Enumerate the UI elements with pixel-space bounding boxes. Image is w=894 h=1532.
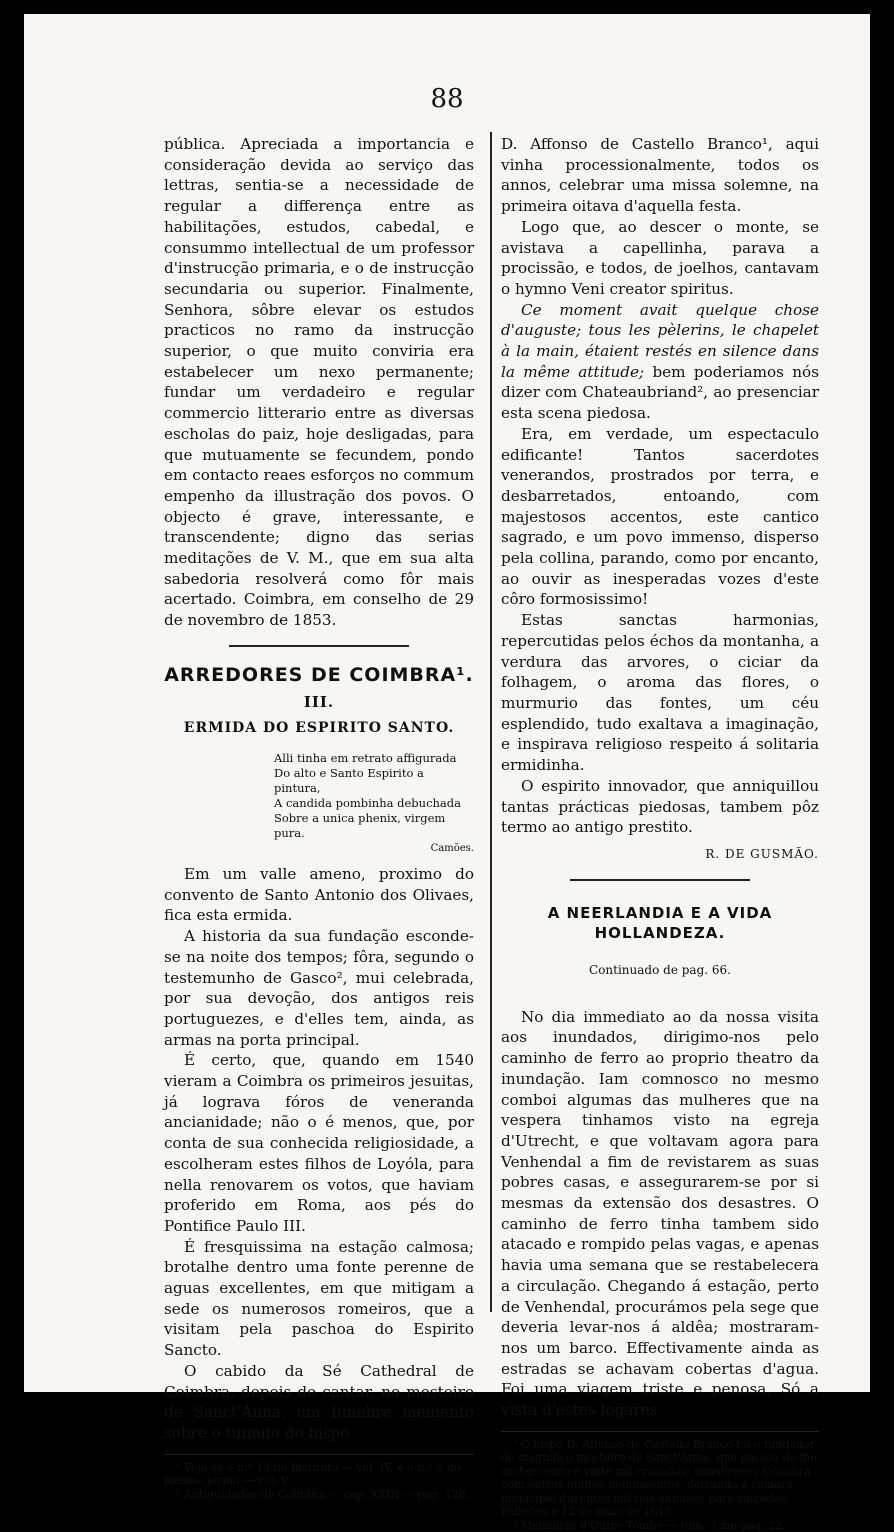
epigraph-line: Alli tinha em retrato affigurada bbox=[274, 750, 457, 765]
epigraph-line: Sobre a unica phenix, virgem pura. bbox=[274, 810, 446, 840]
paragraph: Em um valle ameno, proximo do convento de Santo Antonio dos Olivaes, fica esta ermida. bbox=[164, 864, 474, 925]
footnotes bbox=[501, 1431, 819, 1532]
paragraph: Estas sanctas harmonias, repercutidas pelos échos da montanha, a verdura das arvores, o ciciar da folhagem, o aroma das flores, o murmurio das fontes, um céu esplendido, tudo exaltava a imaginação, e inspirava religioso respeito á solitaria ermidinha. bbox=[501, 611, 819, 775]
quote-paragraph bbox=[501, 300, 819, 424]
footnote: ¹ Veja-se o n.º 13 do Instituto — vol. IV, e o n.º 3 do mesmo jornal — vol. V. bbox=[164, 1460, 461, 1488]
continued-note: Continuado de pag. 66. bbox=[589, 963, 731, 978]
article-title: ARREDORES DE COIMBRA¹. bbox=[164, 663, 474, 686]
footnotes bbox=[164, 1454, 474, 1502]
epigraph-line: Do alto e Santo Espirito a pintura, bbox=[274, 765, 424, 795]
intro-paragraph: pública. Apreciada a importancia e consideração devida ao serviço das lettras, sentia-se a necessidade de regular a differença entre as habilitações, estudos, cabedal, e consummo intellectual de um professor d'instrucção primaria, e o de instrucção secundaria ou superior. Finalmente, Senhora, sôbre elevar os estudos practicos no ramo da instrucção superior, o que muito conviria era estabelecer um nexo permanente; fundar um verdadeiro e regular commercio litterario entre as diversas escholas do paiz, hoje desligadas, para que mutuamente se fecundem, pondo em contacto reaes esforços no commum empenho da illustração dos povos. O objecto é grave, interessante, e transcendente; digno das serias meditações de V. M., que em sua alta sabedoria resolverá como fôr mais acertado. Coimbra, em conselho de 29 de novembro de 1853. bbox=[164, 135, 474, 630]
left-column bbox=[164, 134, 474, 1501]
paragraph: A historia da sua fundação esconde-se na noite dos tempos; fôra, segundo o testemunho de Gasco², mui celebrada, por sua devoção, dos antigos reis portuguezes, e d'elles tem, ainda, as armas na porta principal. bbox=[164, 927, 474, 1049]
footnote: ¹ O bispo D. Affonso de Castello Branco foi o fundador do magnifico mosteiro de Sanct'Anna, que passou de lhe custar cento e vinte mil cruzados; ennobreceu Coimbra com outros muitos monumentos, deixando á camara municipal duzentos mil réis annuaes para calçadas. Falleceu a 12 de maio de 1615. bbox=[501, 1437, 817, 1519]
paragraph: D. Affonso de Castello Branco¹, aqui vinha processionalmente, todos os annos, celebrar uma missa solemne, na primeira oitava d'aquella festa. bbox=[501, 135, 819, 216]
section-rule bbox=[229, 645, 409, 647]
page bbox=[24, 14, 870, 1532]
paragraph: É fresquissima na estação calmosa; brotalhe dentro uma fonte perenne de aguas excellentes, em que mitigam a sede os numerosos romeiros, que a visitam pela paschoa do Espirito Sancto. bbox=[164, 1237, 474, 1360]
epigraph-author: Camões. bbox=[430, 842, 474, 854]
footnote: ² Memoires d'Outre-Tombe — tom. 3.me pag. 22. bbox=[513, 1518, 786, 1532]
signature: R. DE GUSMÃO. bbox=[705, 846, 819, 861]
epigraph-line: A candida pombinha debuchada bbox=[274, 795, 461, 810]
section-rule bbox=[570, 879, 750, 881]
paragraph: Era, em verdade, um espectaculo edificante! Tantos sacerdotes venerandos, prostrados por terra, e desbarretados, entoando, com majestosos accentos, este cantico sagrado, e um povo immenso, disperso pela collina, parando, como por encanto, ao ouvir as inesperadas vozes d'este côro formosissimo! bbox=[501, 424, 819, 609]
article-roman-number: III. bbox=[303, 692, 335, 711]
quote-commentary: bem poderiamos nós dizer com Chateaubriand², ao presenciar esta scena piedosa. bbox=[501, 362, 819, 423]
article-title: A NEERLANDIA E A VIDA HOLLANDEZA. bbox=[547, 903, 773, 943]
paragraph: Logo que, ao descer o monte, se avistava a capellinha, parava a procissão, e todos, de joelhos, cantavam o hymno Veni creator spiritus. bbox=[501, 217, 819, 298]
page-number: 88 bbox=[430, 84, 464, 114]
paragraph: O espirito innovador, que anniquillou tantas prácticas piedosas, tambem pôz termo ao antigo prestito. bbox=[501, 776, 819, 837]
footnote: ² Antiguidades de Coimbra — cap. XXIII — pag. 128. bbox=[176, 1487, 470, 1501]
article-subtitle: ERMIDA DO ESPIRITO SANTO. bbox=[183, 720, 455, 737]
paragraph: O cabido da Sé Cathedral de Coimbra, depois de cantar, no mosteiro de Sanct'Anna, um funebre memento sobre o tumulo do bispo bbox=[164, 1361, 474, 1442]
column-divider bbox=[490, 132, 492, 1312]
french-quote: Ce moment avait quelque chose d'auguste; tous les pèlerins, le chapelet à la main, étaient restés en silence dans la même attitude; bbox=[501, 300, 819, 381]
paragraph: No dia immediato ao da nossa visita aos inundados, dirigimo-nos pelo caminho de ferro ao proprio theatro da inundação. Iam comnosco no mesmo comboi algumas das mulheres que na vespera tinhamos visto na egreja d'Utrecht, e que voltavam agora para Venhendal a fim de revistarem as suas pobres casas, e assegurarem-se por si mesmas da extensão dos desastres. O caminho de ferro tinha tambem sido atacado e rompido pelas vagas, e apenas havia uma semana que se restabelecera a circulação. Chegando á estação, perto de Venhendal, procurámos pela sege que deveria levar-nos á aldêa; mostraram-nos um barco. Effectivamente ainda as estradas se achavam cobertas d'agua. Foi uma viagem triste e penosa. Só a vista d'estes logares bbox=[501, 1007, 819, 1420]
epigraph bbox=[274, 751, 474, 856]
right-column bbox=[501, 134, 819, 1532]
paragraph: É certo, que, quando em 1540 vieram a Coimbra os primeiros jesuitas, já lograva fóros de veneranda ancianidade; não o é menos, que, por conta de sua conhecida religiosidade, a escolheram estes filhos de Loyóla, para nella renovarem os votos, que haviam proferido em Roma, aos pés do Pontifice Paulo III. bbox=[164, 1051, 474, 1235]
